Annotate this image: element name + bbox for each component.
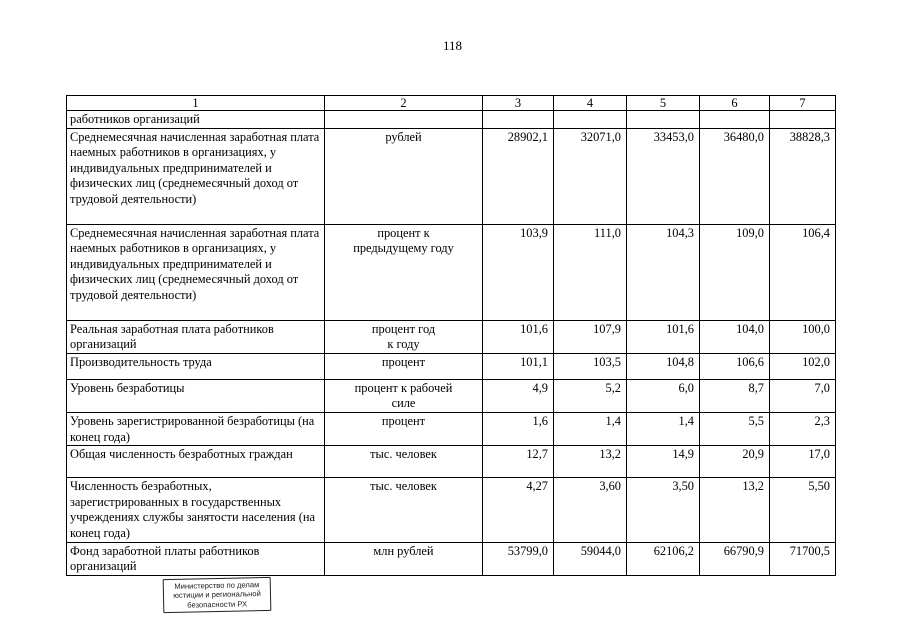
indicator-cell: Фонд заработной платы работников организаций bbox=[67, 542, 325, 575]
column-header: 7 bbox=[770, 96, 836, 111]
value-cell bbox=[770, 111, 836, 129]
value-cell: 5,5 bbox=[700, 412, 770, 445]
unit-cell: процент к предыдущему году bbox=[325, 224, 483, 320]
column-header: 4 bbox=[554, 96, 627, 111]
table-row bbox=[67, 128, 836, 224]
value-cell bbox=[554, 111, 627, 129]
unit-cell: процент bbox=[325, 353, 483, 379]
value-cell: 107,9 bbox=[554, 320, 627, 353]
value-cell: 20,9 bbox=[700, 446, 770, 478]
value-cell bbox=[700, 111, 770, 129]
page-number: 118 bbox=[442, 38, 463, 53]
value-cell: 53799,0 bbox=[483, 542, 554, 575]
value-cell: 104,3 bbox=[627, 224, 700, 320]
value-cell: 4,9 bbox=[483, 379, 554, 412]
table-row bbox=[67, 224, 836, 320]
value-cell: 5,2 bbox=[554, 379, 627, 412]
unit-cell: млн рублей bbox=[325, 542, 483, 575]
value-cell: 104,0 bbox=[700, 320, 770, 353]
indicator-cell: Уровень зарегистрированной безработицы (на конец года) bbox=[67, 412, 325, 445]
value-cell: 103,5 bbox=[554, 353, 627, 379]
value-cell: 28902,1 bbox=[483, 128, 554, 224]
value-cell: 1,6 bbox=[483, 412, 554, 445]
value-cell bbox=[483, 111, 554, 129]
table-row bbox=[67, 542, 836, 575]
unit-cell: процент к рабочей силе bbox=[325, 379, 483, 412]
unit-cell: тыс. человек bbox=[325, 446, 483, 478]
table-row bbox=[67, 111, 836, 129]
table-row bbox=[67, 320, 836, 353]
column-header: 5 bbox=[627, 96, 700, 111]
indicator-cell: Среднемесячная начисленная заработная плата наемных работников в организациях, у индивидуальных предпринимателей и физических лиц (среднемесячный доход от трудовой деятельности) bbox=[67, 128, 325, 224]
value-cell: 62106,2 bbox=[627, 542, 700, 575]
value-cell: 1,4 bbox=[627, 412, 700, 445]
column-header: 1 bbox=[67, 96, 325, 111]
indicator-cell: Уровень безработицы bbox=[67, 379, 325, 412]
value-cell: 109,0 bbox=[700, 224, 770, 320]
value-cell: 101,1 bbox=[483, 353, 554, 379]
value-cell: 3,50 bbox=[627, 478, 700, 542]
registration-stamp bbox=[163, 577, 272, 613]
value-cell: 14,9 bbox=[627, 446, 700, 478]
value-cell: 102,0 bbox=[770, 353, 836, 379]
indicator-cell: Среднемесячная начисленная заработная плата наемных работников в организациях, у индивидуальных предпринимателей и физических лиц (среднемесячный доход от трудовой деятельности) bbox=[67, 224, 325, 320]
table-row bbox=[67, 446, 836, 478]
stamp-line: безопасности РХ bbox=[187, 599, 248, 610]
value-cell: 6,0 bbox=[627, 379, 700, 412]
value-cell: 104,8 bbox=[627, 353, 700, 379]
value-cell: 101,6 bbox=[483, 320, 554, 353]
unit-cell bbox=[325, 111, 483, 129]
table-row bbox=[67, 478, 836, 542]
table-header-row bbox=[67, 96, 836, 111]
indicator-cell: работников организаций bbox=[67, 111, 325, 129]
value-cell: 2,3 bbox=[770, 412, 836, 445]
value-cell: 5,50 bbox=[770, 478, 836, 542]
table-row bbox=[67, 379, 836, 412]
indicator-cell: Численность безработных, зарегистрированных в государственных учреждениях службы занятости населения (на конец года) bbox=[67, 478, 325, 542]
table-body bbox=[67, 96, 836, 576]
unit-cell: рублей bbox=[325, 128, 483, 224]
statistics-table bbox=[66, 95, 836, 576]
value-cell: 59044,0 bbox=[554, 542, 627, 575]
value-cell: 32071,0 bbox=[554, 128, 627, 224]
value-cell: 100,0 bbox=[770, 320, 836, 353]
value-cell: 13,2 bbox=[554, 446, 627, 478]
value-cell: 7,0 bbox=[770, 379, 836, 412]
value-cell bbox=[627, 111, 700, 129]
value-cell: 8,7 bbox=[700, 379, 770, 412]
value-cell: 106,4 bbox=[770, 224, 836, 320]
value-cell: 12,7 bbox=[483, 446, 554, 478]
value-cell: 101,6 bbox=[627, 320, 700, 353]
stamp-line: юстиции и региональной bbox=[173, 589, 261, 601]
value-cell: 106,6 bbox=[700, 353, 770, 379]
value-cell: 3,60 bbox=[554, 478, 627, 542]
indicator-cell: Производительность труда bbox=[67, 353, 325, 379]
unit-cell: процент bbox=[325, 412, 483, 445]
column-header: 3 bbox=[483, 96, 554, 111]
value-cell: 111,0 bbox=[554, 224, 627, 320]
table-row bbox=[67, 412, 836, 445]
table-row bbox=[67, 353, 836, 379]
value-cell: 4,27 bbox=[483, 478, 554, 542]
indicator-cell: Реальная заработная плата работников организаций bbox=[67, 320, 325, 353]
value-cell: 103,9 bbox=[483, 224, 554, 320]
value-cell: 66790,9 bbox=[700, 542, 770, 575]
value-cell: 38828,3 bbox=[770, 128, 836, 224]
value-cell: 36480,0 bbox=[700, 128, 770, 224]
value-cell: 13,2 bbox=[700, 478, 770, 542]
value-cell: 71700,5 bbox=[770, 542, 836, 575]
column-header: 2 bbox=[325, 96, 483, 111]
stamp-line: Министерство по делам bbox=[174, 580, 260, 591]
value-cell: 17,0 bbox=[770, 446, 836, 478]
value-cell: 33453,0 bbox=[627, 128, 700, 224]
value-cell: 1,4 bbox=[554, 412, 627, 445]
unit-cell: процент год к году bbox=[325, 320, 483, 353]
indicator-cell: Общая численность безработных граждан bbox=[67, 446, 325, 478]
column-header: 6 bbox=[700, 96, 770, 111]
unit-cell: тыс. человек bbox=[325, 478, 483, 542]
